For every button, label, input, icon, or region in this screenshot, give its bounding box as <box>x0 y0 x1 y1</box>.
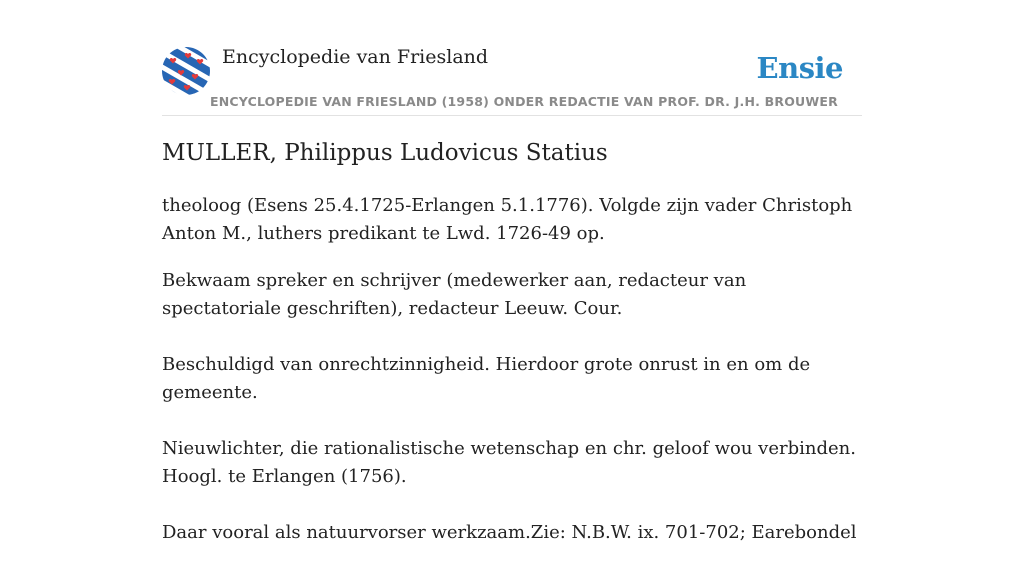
ensie-brand-link[interactable]: Ensie <box>756 51 843 85</box>
entry-title: MULLER, Philippus Ludovicus Statius <box>162 140 608 166</box>
entry-paragraph: Bekwaam spreker en schrijver (medewerker aan, redacteur van spectatoriale geschriften), redacteur Leeuw. Cour. <box>162 270 747 319</box>
entry-body <box>162 192 868 566</box>
entry-paragraph: Daar vooral als natuurvorser werkzaam.Zie: N.B.W. ix. 701-702; Earebondel <box>162 522 857 543</box>
site-title-link[interactable]: Encyclopedie van Friesland <box>222 46 489 68</box>
page-container <box>162 0 862 543</box>
entry-paragraph: Beschuldigd van onrechtzinnigheid. Hierdoor grote onrust in en om de gemeente. <box>162 354 811 403</box>
frisian-flag-icon[interactable] <box>162 47 210 95</box>
entry-paragraph: Nieuwlichter, die rationalistische wetenschap en chr. geloof wou verbinden. Hoogl. te Erlangen (1756). <box>162 438 856 487</box>
header-divider <box>162 115 862 116</box>
encyclopedia-subtitle: ENCYCLOPEDIE VAN FRIESLAND (1958) ONDER REDACTIE VAN PROF. DR. J.H. BROUWER <box>210 94 838 109</box>
entry-paragraph: theoloog (Esens 25.4.1725-Erlangen 5.1.1776). Volgde zijn vader Christoph Anton M., luthers predikant te Lwd. 1726-49 op. <box>162 195 853 244</box>
